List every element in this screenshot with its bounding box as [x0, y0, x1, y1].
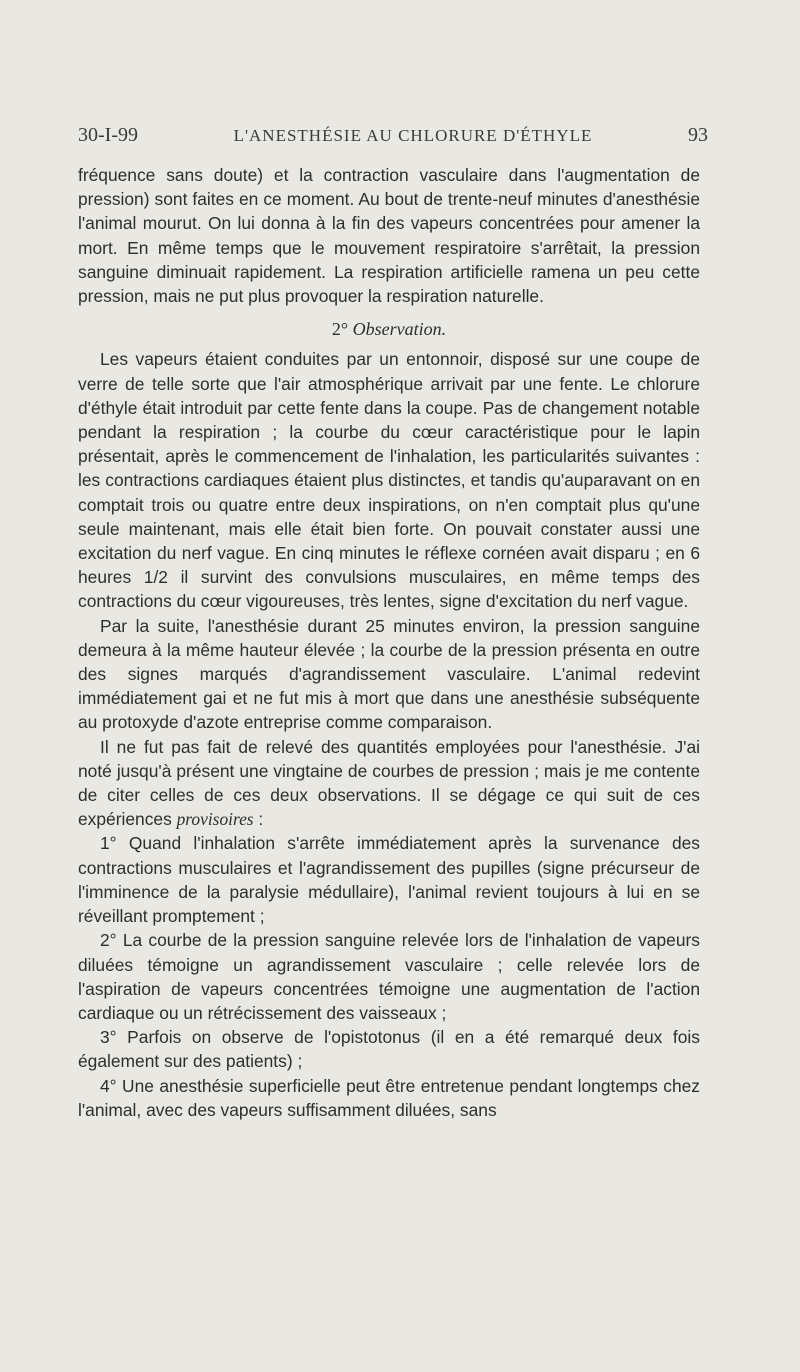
- observation-label: Observation.: [352, 319, 447, 340]
- paragraph: Par la suite, l'anesthésie durant 25 minutes environ, la pression sanguine demeura à la même hauteur élevée ; la courbe de la pression présenta en outre des signes marqués d'agrandissement vasculaire. L'animal redevint immédiatement gai et ne fut mis à mort que dans une anesthésie subséquente au protoxyde d'azote entreprise comme comparaison.: [78, 615, 700, 733]
- paragraph-text-end: :: [253, 809, 264, 830]
- page-number: 93: [687, 124, 708, 146]
- paragraph-text: Il ne fut pas fait de relevé des quantités employées pour l'anesthésie. J'ai noté jusqu'à présent une vingtaine de courbes de pression ; mais je me contente de citer celles de ces deux observations. Il se dégage ce qui suit de ces expériences: [78, 736, 700, 830]
- list-item: 3° Parfois on observe de l'opistotonus (il en a été remarqué deux fois également sur des patients) ;: [78, 1027, 700, 1072]
- observation-number: 2°: [331, 319, 349, 340]
- header-title: L'ANESTHÉSIE AU CHLORURE D'ÉTHYLE: [233, 126, 593, 145]
- paragraph: [78, 735, 700, 832]
- list-item: 1° Quand l'inhalation s'arrête immédiatement après la survenance des contractions musculaires et l'agrandissement des pupilles (signe précurseur de l'imminence de la paralysie médullaire), l'animal revient toujours à lui en se réveillant promptement ;: [78, 833, 700, 927]
- list-item: 4° Une anesthésie superficielle peut être entretenue pendant longtemps chez l'animal, avec des vapeurs suffisamment diluées, sans: [78, 1075, 700, 1120]
- italic-word: provisoires: [176, 809, 254, 830]
- paragraph: Les vapeurs étaient conduites par un entonnoir, disposé sur une coupe de verre de telle sorte que l'air atmosphérique arrivait par une fente. Le chlorure d'éthyle était introduit par cette fente dans la coupe. Pas de changement notable pendant la respiration ; la courbe du cœur caractéristique pour le lapin présentait, après le commencement de l'inhalation, les particularités suivantes : les contractions cardiaques étaient plus distinctes, et tandis qu'auparavant on en comptait trois ou quatre entre deux inspirations, on n'en comptait plus qu'une seule maintenant, mais elle était bien forte. On pouvait constater aussi une excitation du nerf vague. En cinq minutes le réflexe cornéen avait disparu ; en 6 heures 1/2 il survint des convulsions musculaires, en même temps des contractions du cœur vigoureuses, très lentes, signe d'excitation du nerf vague.: [78, 349, 700, 612]
- header-date: 30-I-99: [78, 124, 138, 146]
- running-header: [78, 124, 708, 147]
- list-item: 2° La courbe de la pression sanguine relevée lors de l'inhalation de vapeurs diluées témoigne un agrandissement vasculaire ; celle relevée lors de l'aspiration de vapeurs concentrées témoigne une augmentation de l'action cardiaque ou un rétrécissement des vaisseaux ;: [78, 930, 700, 1023]
- paragraph-continuation: fréquence sans doute) et la contraction vasculaire dans l'augmentation de pression) sont faites en ce moment. Au bout de trente-neuf minutes d'anesthésie l'animal mourut. On lui donna à la fin des vapeurs concentrées pour amener la mort. En même temps que le mouvement respiratoire s'arrêtait, la pression sanguine diminuait rapidement. La respiration artificielle ramena un peu cette pression, mais ne put plus provoquer la respiration naturelle.: [78, 165, 700, 307]
- section-heading: [78, 317, 700, 341]
- main-text: [78, 163, 700, 1122]
